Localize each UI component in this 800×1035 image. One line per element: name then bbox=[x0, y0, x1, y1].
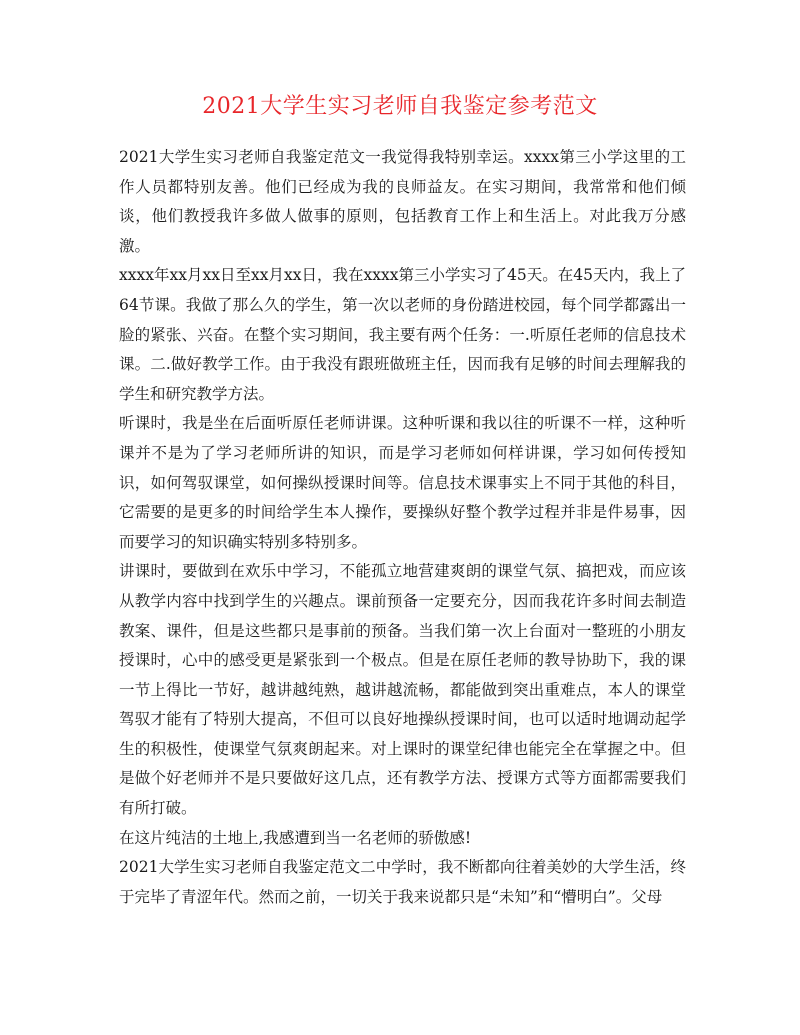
paragraph-5: 在这片纯洁的土地上,我感遭到当一名老师的骄傲感! bbox=[119, 828, 472, 847]
paragraph-6: 2021大学生实习老师自我鉴定范文二中学时，我不断都向往着美妙的大学生活，终于完毕了青涩年代。然而之前，一切关于我来说都只是“未知”和“懵明白”。父母 bbox=[119, 858, 686, 906]
paragraph-3: 听课时，我是坐在后面听原任老师讲课。这种听课和我以往的听课不一样，这种听课并不是为了学习老师所讲的知识，而是学习老师如何样讲课，学习如何传授知识，如何驾驭课堂，如何操纵授课时间等。信息技术课事实上不同于其他的科目，它需要的是更多的时间给学生本人操作，要操纵好整个教学过程并非是件易事，因而要学习的知识确实特别多特别多。 bbox=[119, 414, 686, 551]
paragraph-4: 讲课时，要做到在欢乐中学习，不能孤立地营建爽朗的课堂气氛、搞把戏，而应该从教学内容中找到学生的兴趣点。课前预备一定要充分，因而我花许多时间去制造教案、课件，但是这些都只是事前的预备。当我们第一次上台面对一整班的小朋友授课时，心中的感受更是紧张到一个极点。但是在原任老师的教导协助下，我的课一节上得比一节好，越讲越纯熟，越讲越流畅，都能做到突出重难点，本人的课堂驾驭才能有了特别大提高，不但可以良好地操纵授课时间，也可以适时地调动起学生的积极性，使课堂气氛爽朗起来。对上课时的课堂纪律也能完全在掌握之中。但是做个好老师并不是只要做好这几点，还有教学方法、授课方式等方面都需要我们有所打破。 bbox=[119, 562, 686, 818]
document-body bbox=[119, 143, 686, 912]
paragraph-1: 2021大学生实习老师自我鉴定范文一我觉得我特别幸运。xxxx第三小学这里的工作人员都特别友善。他们已经成为我的良师益友。在实习期间，我常常和他们倾谈，他们教授我许多做人做事的原则，包括教育工作上和生活上。对此我万分感激。 bbox=[119, 148, 686, 255]
paragraph-2: xxxx年xx月xx日至xx月xx日，我在xxxx第三小学实习了45天。在45天内，我上了64节课。我做了那么久的学生，第一次以老师的身份踏进校园，每个同学都露出一脸的紧张、兴奋。在整个实习期间，我主要有两个任务：一.听原任老师的信息技术课。二.做好教学工作。由于我没有跟班做班主任，因而我有足够的时间去理解我的学生和研究教学方法。 bbox=[119, 266, 686, 403]
document-title: 2021大学生实习老师自我鉴定参考范文 bbox=[202, 94, 598, 119]
